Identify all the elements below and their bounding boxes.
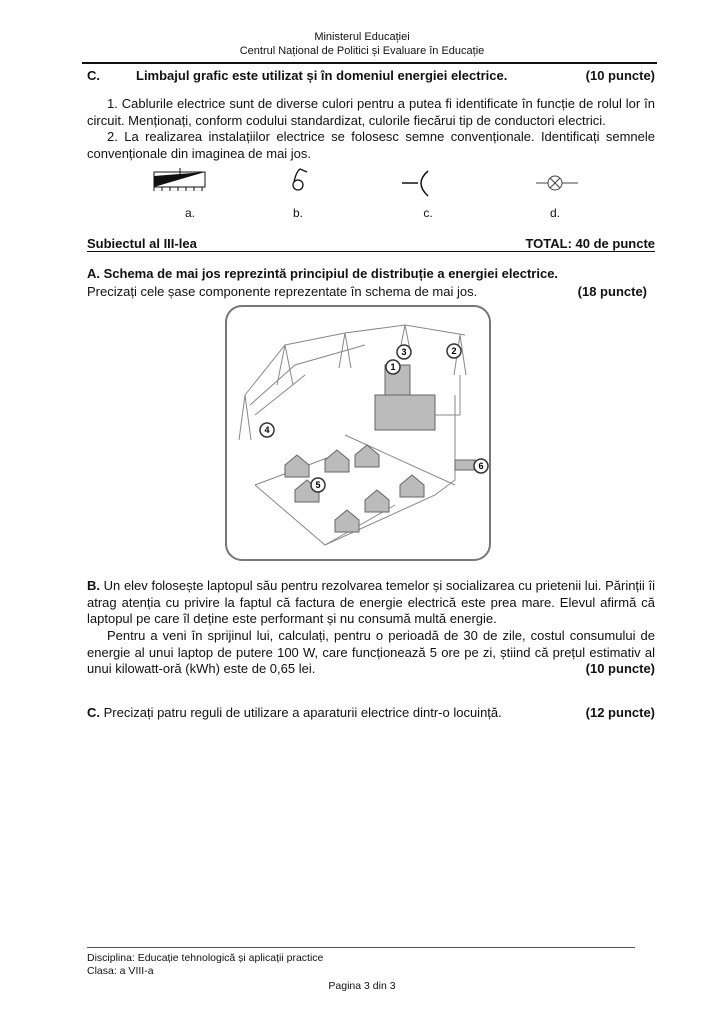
header-ministry: Ministerul Educației [314,31,410,43]
symbol-b-label: b. [292,206,303,220]
symbol-c-label: c. [423,206,433,220]
item-1: 1. Cablurile electrice sunt de diverse culori pentru a putea fi identificate în funcție de rolul lor în circuit. Menționați, conform codului standardizat, culorile fiecărui tip de conductori electrici. [87,96,655,128]
svg-text:3: 3 [401,347,407,357]
section-b-paragraph-2 [87,628,655,678]
section-letter: B. [87,578,100,593]
section-b-task: Pentru a veni în sprijinul lui, calculați, pentru o perioadă de 30 de zile, costul consumului de energie al unui laptop de putere 100 W, care funcționează 5 ore pe zi, știind că prețul estimativ al unui kilowatt-oră (kWh) este de 0,65 lei. [87,628,655,676]
symbol-b-icon [293,169,307,190]
callout-1 [386,360,400,374]
section-a-title: A. Schema de mai jos reprezintă principiul de distribuție a energiei electrice. [87,266,559,281]
svg-text:4: 4 [264,425,270,435]
svg-text:5: 5 [315,480,321,490]
section-a-task [87,284,647,299]
header-center: Centrul Național de Politici și Evaluare în Educație [239,45,485,57]
subject-heading [87,236,655,252]
callout-2 [447,344,461,358]
section-b-paragraph-1 [87,578,655,628]
symbol-a-label: a. [184,206,195,220]
section-c2 [87,705,655,720]
section-letter: C. [87,68,100,83]
section-title: Limbajul grafic este utilizat și în domeniul energiei electrice. [136,68,508,83]
symbol-a-icon [154,168,205,191]
section-c2-text: Precizați patru reguli de utilizare a aparaturii electrice dintr-o locuință. [100,705,502,720]
callout-3 [397,345,411,359]
energy-distribution-diagram [225,305,491,561]
section-a-text: Precizați cele șase componente reprezentate în schema de mai jos. [87,284,478,299]
points: (12 puncte) [585,705,655,720]
page-number: Pagina 3 din 3 [328,980,396,992]
section-c1-heading [87,68,655,83]
svg-text:2: 2 [451,346,457,356]
footer-rule [87,947,635,948]
symbol-d-icon [536,176,578,190]
symbol-c-icon [402,171,428,196]
svg-text:6: 6 [478,461,484,471]
conventional-symbols [150,168,610,202]
section-b-text: Un elev folosește laptopul său pentru rezolvarea temelor și socializarea cu prietenii lui. Părinții îi atrag atenția cu privire la faptul că factura de energie electrică este prea mare. Elevul afirmă că laptopul pe care îl deține este performant și nu consumă multă energie. [87,578,655,626]
header-rule [82,62,657,64]
points: (18 puncte) [577,284,647,299]
subject-title: Subiectul al III-lea [87,236,197,251]
symbol-d-label: d. [549,206,560,220]
points: (10 puncte) [585,68,655,83]
section-b-points: (10 puncte) [585,661,655,676]
section-letter: C. [87,705,100,720]
footer-discipline: Disciplina: Educație tehnologică și aplicații practice [87,952,324,964]
callout-5 [311,478,325,492]
footer-class: Clasa: a VIII-a [87,965,154,977]
callout-6 [474,459,488,473]
item-2: 2. La realizarea instalațiilor electrice se folosesc semne convenționale. Identificați semnele convenționale din imaginea de mai jos. [87,129,655,161]
svg-text:1: 1 [390,362,396,372]
subject-total: TOTAL: 40 de puncte [525,236,655,251]
callout-4 [260,423,274,437]
